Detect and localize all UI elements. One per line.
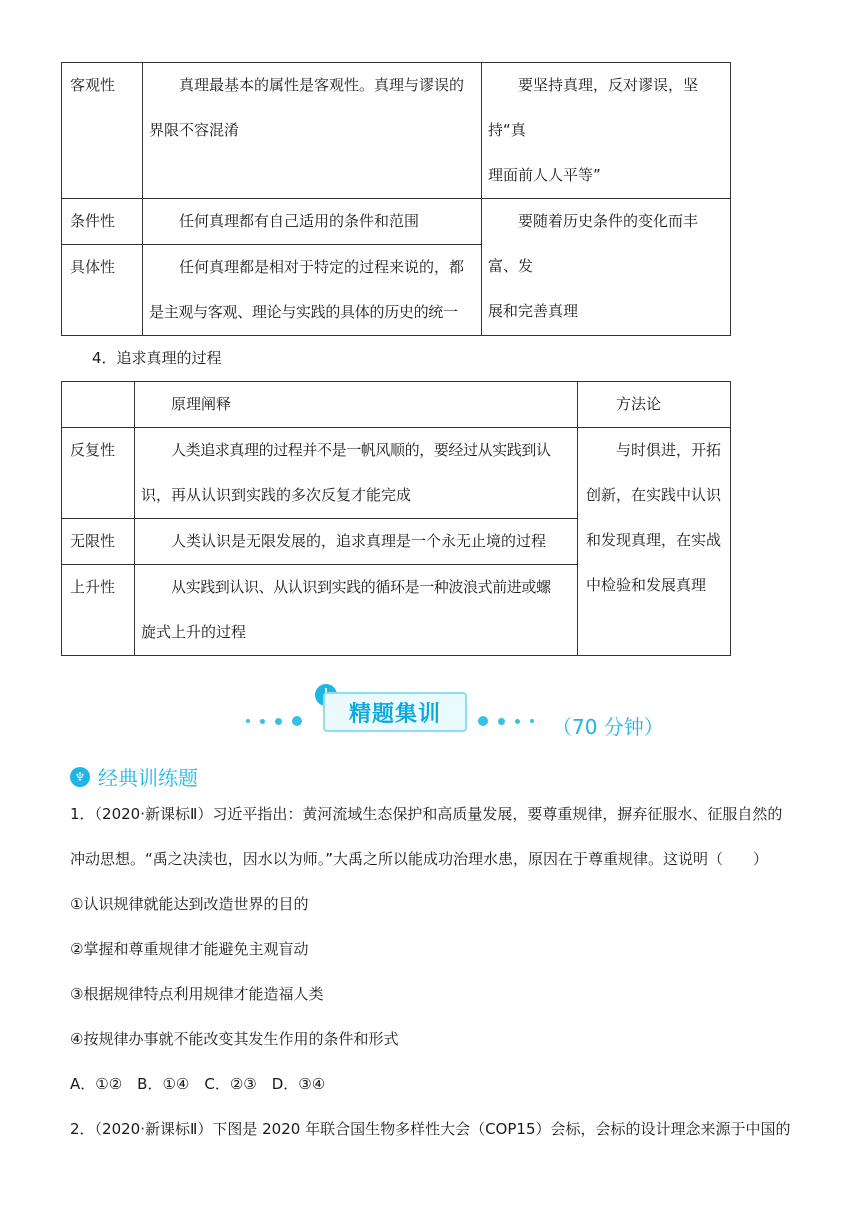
method-line: 理面前人人平等”: [488, 166, 601, 184]
banner-title: 精题集训: [323, 692, 467, 732]
attr-ascending: 上升性: [62, 565, 135, 656]
desc-line: 人类认识是无限发展的，追求真理是一个永无止境的过程: [171, 532, 547, 550]
desc-line: 旋式上升的过程: [141, 623, 247, 641]
attr-repetition-desc: [135, 428, 578, 519]
attr-objectivity: 客观性: [62, 63, 143, 199]
q1-option-1: ①认识规律就能达到改造世界的目的: [70, 895, 309, 913]
method-line: 中检验和发展真理: [586, 576, 707, 594]
q1-option-2: ②掌握和尊重规律才能避免主观盲动: [70, 940, 309, 958]
method-line: 展和完善真理: [488, 302, 579, 320]
method-line: 和发现真理，在实战: [586, 531, 722, 549]
desc-line: 真理最基本的属性是客观性。真理与谬误的: [179, 76, 465, 94]
q1-line-1: 1．（2020·新课标Ⅱ）习近平指出：黄河流域生态保护和高质量发展，要尊重规律，摒弃征服水、征服自然的: [70, 805, 783, 823]
header-text: 原理阐释: [171, 395, 232, 413]
attr-conditionality: 条件性: [62, 199, 143, 245]
header-empty-cell: [62, 382, 135, 428]
method-line: 创新，在实践中认识: [586, 486, 722, 504]
desc-line: 界限不容混淆: [149, 121, 240, 139]
attr-concreteness-desc: [143, 245, 482, 336]
attr-objectivity-method: [482, 63, 731, 199]
shared-method-cell: [482, 199, 731, 336]
method-line: 要坚持真理，反对谬误，坚持“真: [488, 76, 699, 139]
right-dots-decoration: [478, 716, 534, 726]
section-heading-text: 经典训练题: [98, 766, 198, 790]
trophy-icon: ♆: [70, 767, 90, 787]
desc-line: 人类追求真理的过程并不是一帆风顺的，要经过从实践到认: [171, 441, 551, 459]
q1-option-3: ③根据规律特点利用规律才能造福人类: [70, 985, 324, 1003]
attr-conditionality-desc: [143, 199, 482, 245]
q2-line-1: 2．（2020·新课标Ⅱ）下图是 2020 年联合国生物多样性大会（COP15）会标，会标的设计理念来源于中国的: [70, 1120, 791, 1138]
q1-answers: A．①② B．①④ C．②③ D．③④: [70, 1075, 326, 1093]
attr-infinity: 无限性: [62, 519, 135, 565]
header-method: [578, 382, 731, 428]
method-cell: [578, 428, 731, 656]
truth-pursuit-table: [61, 381, 731, 656]
banner-timing: （70 分钟）: [552, 715, 664, 739]
left-dots-decoration: [246, 716, 302, 726]
q1-line-2: 冲动思想。“禹之决渎也，因水以为师。”大禹之所以能成功治理水患，原因在于尊重规律。这说明（ ）: [70, 850, 769, 868]
attr-infinity-desc: [135, 519, 578, 565]
truth-attributes-table: [61, 62, 731, 336]
desc-line: 任何真理都是相对于特定的过程来说的，都: [179, 258, 465, 276]
section-heading: [70, 762, 198, 791]
method-line: 要随着历史条件的变化而丰富、发: [488, 212, 699, 275]
desc-line: 识，再从认识到实践的多次反复才能完成: [141, 486, 412, 504]
method-line: 与时俱进，开拓: [616, 441, 722, 459]
desc-line: 从实践到认识、从认识到实践的循环是一种波浪式前进或螺: [171, 578, 551, 596]
desc-line: 任何真理都有自己适用的条件和范围: [179, 212, 420, 230]
q1-option-4: ④按规律办事就不能改变其发生作用的条件和形式: [70, 1030, 399, 1048]
desc-line: 是主观与客观、理论与实践的具体的历史的统一: [149, 303, 458, 321]
attr-objectivity-desc: [143, 63, 482, 199]
section-4-title: 4．追求真理的过程: [92, 349, 222, 367]
header-text: 方法论: [616, 395, 662, 413]
header-principle: [135, 382, 578, 428]
attr-concreteness: 具体性: [62, 245, 143, 336]
attr-ascending-desc: [135, 565, 578, 656]
attr-repetition: 反复性: [62, 428, 135, 519]
